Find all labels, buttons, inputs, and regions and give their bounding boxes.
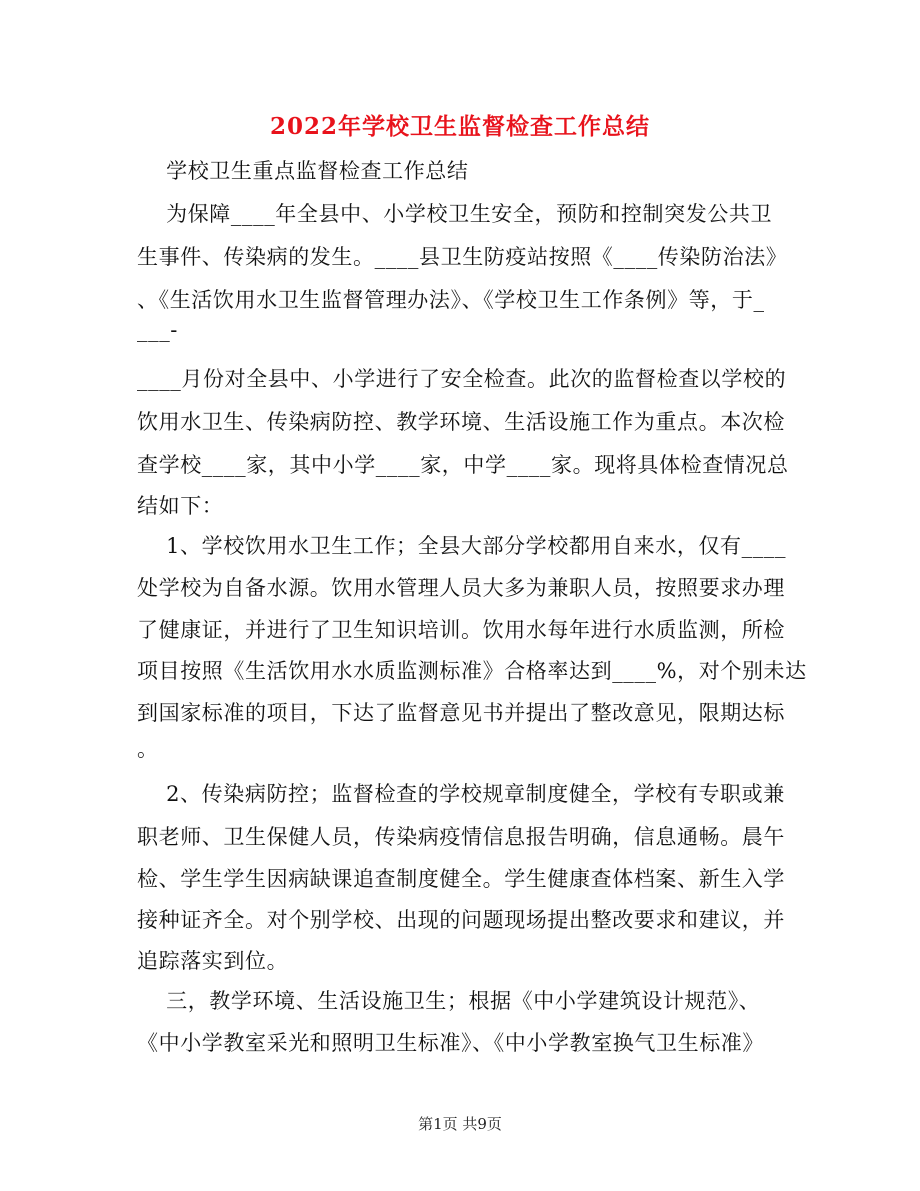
document-title: 2022年学校卫生监督检查工作总结	[269, 113, 650, 140]
text-line: 《中小学教室采光和照明卫生标准》、《中小学教室换气卫生标准》	[137, 1031, 764, 1055]
text-line: 处学校为自备水源。饮用水管理人员大多为兼职人员，按照要求办理	[137, 576, 785, 600]
text-line: 饮用水卫生、传染病防控、教学环境、生活设施工作为重点。本次检	[137, 410, 785, 434]
text-line: 2、传染病防控；监督检查的学校规章制度健全，学校有专职或兼	[137, 782, 785, 806]
text-line: 项目按照《生活饮用水水质监测标准》合格率达到____%，对个别未达	[137, 659, 807, 683]
text-line: 。	[137, 737, 159, 761]
text-line: 检、学生学生因病缺课追查制度健全。学生健康查体档案、新生入学	[137, 867, 785, 891]
text-line: 追踪落实到位。	[137, 949, 289, 973]
text-line: 职老师、卫生保健人员，传染病疫情信息报告明确，信息通畅。晨午	[137, 825, 785, 849]
text-line: 了健康证，并进行了卫生知识培训。饮用水每年进行水质监测，所检	[137, 618, 785, 642]
page-number: 第1页 共9页	[418, 1115, 502, 1133]
text-line: 生事件、传染病的发生。____县卫生防疫站按照《____传染防治法》	[137, 245, 788, 269]
text-line: 为保障____年全县中、小学校卫生安全，预防和控制突发公共卫	[137, 202, 773, 226]
text-line: 1、学校饮用水卫生工作；全县大部分学校都用自来水，仅有____	[137, 534, 787, 558]
text-line: ___-	[137, 318, 178, 342]
text-line: 查学校____家，其中小学____家，中学____家。现将具体检查情况总	[137, 453, 789, 477]
text-line: ____月份对全县中、小学进行了安全检查。此次的监督检查以学校的	[137, 367, 787, 391]
text-line: 结如下：	[137, 494, 224, 518]
text-line: 到国家标准的项目，下达了监督意见书并提出了整改意见，限期达标	[137, 701, 785, 725]
text-line: 学校卫生重点监督检查工作总结	[137, 159, 469, 183]
text-line: 、《生活饮用水卫生监督管理办法》、《学校卫生工作条例》等，于_	[137, 288, 765, 312]
text-line: 接种证齐全。对个别学校、出现的问题现场提出整改要求和建议，并	[137, 908, 785, 932]
text-line: 三，教学环境、生活设施卫生；根据《中小学建筑设计规范》、	[137, 989, 761, 1013]
